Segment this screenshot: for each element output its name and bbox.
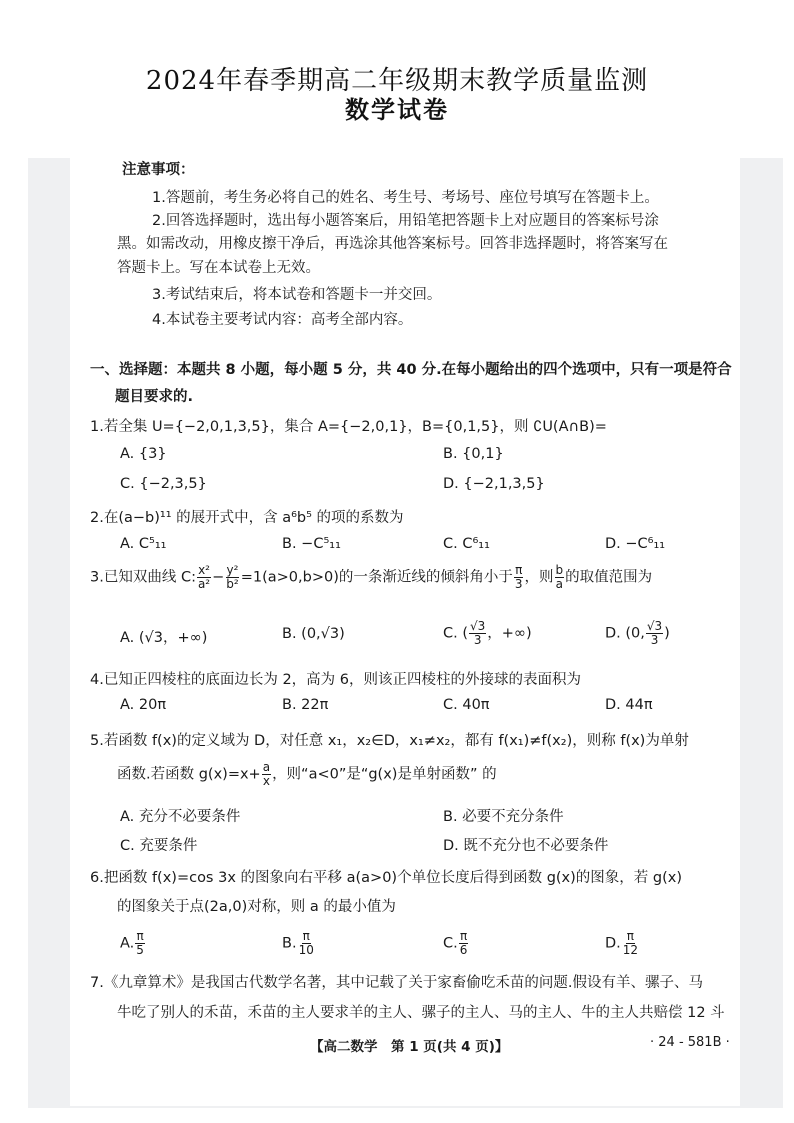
note-item: 4.本试卷主要考试内容：高考全部内容。: [152, 312, 413, 328]
q2-option-c: C. C⁶₁₁: [443, 536, 490, 552]
q5-option-d: D. 既不充分也不必要条件: [443, 838, 609, 854]
notes-heading: 注意事项：: [122, 162, 195, 178]
q4-option-c: C. 40π: [443, 697, 490, 713]
note-item: 黑。如需改动，用橡皮擦干净后，再选涂其他答案标号。回答非选择题时，将答案写在: [117, 236, 668, 252]
q6-option-a: [120, 930, 146, 957]
q3-option-b: B. (0,√3): [282, 626, 345, 642]
exam-title: 2024年春季期高二年级期末教学质量监测: [145, 66, 649, 96]
question-5-stem: 5.若函数 f(x)的定义域为 D，对任意 x₁，x₂∈D，x₁≠x₂，都有 f(x₁)≠f(x₂)，则称 f(x)为单射: [90, 733, 689, 749]
denominator: b²: [226, 577, 239, 591]
exam-subtitle: 数学试卷: [345, 96, 449, 124]
question-2-stem: 2.在(a−b)¹¹ 的展开式中，含 a⁶b⁵ 的项的系数为: [90, 510, 404, 526]
question-1-stem: 1.若全集 U={−2,0,1,3,5}，集合 A={−2,0,1}，B={0,1,5}，则 ∁U(A∩B)=: [90, 419, 607, 435]
note-item: 答题卡上。写在本试卷上无效。: [117, 260, 320, 276]
q6a-pre: A.: [120, 935, 135, 952]
q1-option-a: A. {3}: [120, 446, 167, 462]
q6d-pre: D.: [605, 935, 621, 952]
denominator: 3: [514, 577, 523, 591]
question-3-stem: [90, 564, 652, 591]
q3d-post: ): [664, 625, 670, 642]
q3d-pre: D. (0,: [605, 625, 645, 642]
numerator: π: [459, 929, 468, 943]
numerator: a: [262, 760, 271, 774]
question-6-stem: 6.把函数 f(x)=cos 3x 的图象向右平移 a(a>0)个单位长度后得到函数 g(x)的图象，若 g(x): [90, 870, 682, 886]
numerator: π: [302, 929, 310, 943]
question-6-stem-cont: 的图象关于点(2a,0)对称，则 a 的最小值为: [117, 899, 396, 915]
q5-option-c: C. 充要条件: [120, 838, 198, 854]
fraction: [262, 761, 271, 788]
q5-text-2: ，则“a<0”是“g(x)是单射函数” 的: [272, 766, 497, 783]
q5-option-b: B. 必要不充分条件: [443, 809, 564, 825]
question-7-stem: 7.《九章算术》是我国古代数学名著，其中记载了关于家畜偷吃禾苗的问题.假设有羊、骡子、马: [90, 975, 703, 991]
fraction: [225, 564, 239, 591]
q2-option-a: A. C⁵₁₁: [120, 536, 167, 552]
fraction: [646, 620, 663, 647]
q1-option-c: C. {−2,3,5}: [120, 476, 207, 492]
q2-option-b: B. −C⁵₁₁: [282, 536, 341, 552]
denominator: a²: [197, 577, 211, 591]
numerator: π: [626, 929, 635, 943]
q2-option-d: D. −C⁶₁₁: [605, 536, 666, 552]
q6-option-d: [605, 930, 640, 957]
fraction: [469, 620, 486, 647]
numerator: x²: [198, 563, 210, 577]
q3-option-c: [443, 620, 532, 647]
q6-option-c: [443, 930, 469, 957]
numerator: π: [136, 929, 144, 943]
q5-option-a: A. 充分不必要条件: [120, 809, 241, 825]
q4-option-b: B. 22π: [282, 697, 329, 713]
fraction: [514, 564, 524, 591]
q3-option-d: [605, 620, 670, 647]
denominator: a: [555, 577, 563, 591]
q3-text-3: ，则: [524, 569, 554, 586]
question-4-stem: 4.已知正四棱柱的底面边长为 2，高为 6，则该正四棱柱的外接球的表面积为: [90, 672, 582, 688]
q4-option-d: D. 44π: [605, 697, 653, 713]
q3-option-a: A. (√3，+∞): [120, 630, 208, 646]
q3-text-2: =1(a>0,b>0)的一条渐近线的倾斜角小于: [240, 569, 513, 586]
q4-option-a: A. 20π: [120, 697, 167, 713]
exam-code: · 24 - 581B ·: [650, 1035, 730, 1050]
q1-option-d: D. {−2,1,3,5}: [443, 476, 545, 492]
q5-text-1: 函数.若函数 g(x)=x+: [117, 766, 261, 783]
denominator: 5: [136, 943, 144, 957]
fraction: [135, 930, 145, 957]
q6b-pre: B.: [282, 935, 297, 952]
q3-text-4: 的取值范围为: [565, 569, 653, 586]
fraction: [555, 564, 565, 591]
numerator: y²: [226, 563, 239, 577]
question-7-stem-cont: 牛吃了别人的禾苗，禾苗的主人要求羊的主人、骡子的主人、马的主人、牛的主人共赔偿 12 斗: [117, 1005, 725, 1021]
q6-option-b: [282, 930, 316, 957]
fraction: [298, 930, 315, 957]
note-item: 1.答题前，考生务必将自己的姓名、考生号、考场号、座位号填写在答题卡上。: [152, 190, 659, 206]
numerator: b: [555, 563, 564, 577]
section-heading: 一、选择题：本题共 8 小题，每小题 5 分，共 40 分.在每小题给出的四个选项中，只有一项是符合: [90, 362, 732, 378]
page-footer: 【高二数学 第 1 页(共 4 页)】: [310, 1039, 509, 1055]
numerator: √3: [470, 619, 486, 633]
note-item: 2.回答选择题时，选出每小题答案后，用铅笔把答题卡上对应题目的答案标号涂: [152, 213, 659, 229]
q3c-pre: C. (: [443, 625, 468, 642]
fraction: [459, 930, 469, 957]
fraction: [622, 930, 639, 957]
denominator: 3: [650, 633, 659, 647]
numerator: π: [515, 563, 523, 577]
q3c-post: ，+∞): [487, 625, 532, 642]
denominator: 12: [622, 943, 639, 957]
denominator: 3: [473, 633, 482, 647]
q3-text-1: 3.已知双曲线 C:: [90, 569, 196, 586]
numerator: √3: [646, 619, 663, 633]
q1-option-b: B. {0,1}: [443, 446, 504, 462]
section-heading-cont: 题目要求的.: [115, 389, 194, 405]
denominator: 10: [298, 943, 314, 957]
denominator: x: [262, 774, 270, 788]
denominator: 6: [459, 943, 468, 957]
fraction: [197, 564, 211, 591]
q6c-pre: C.: [443, 935, 458, 952]
minus-sign: −: [212, 569, 225, 586]
question-5-stem-cont: [117, 761, 497, 788]
note-item: 3.考试结束后，将本试卷和答题卡一并交回。: [152, 287, 442, 303]
exam-page: [70, 158, 740, 1106]
